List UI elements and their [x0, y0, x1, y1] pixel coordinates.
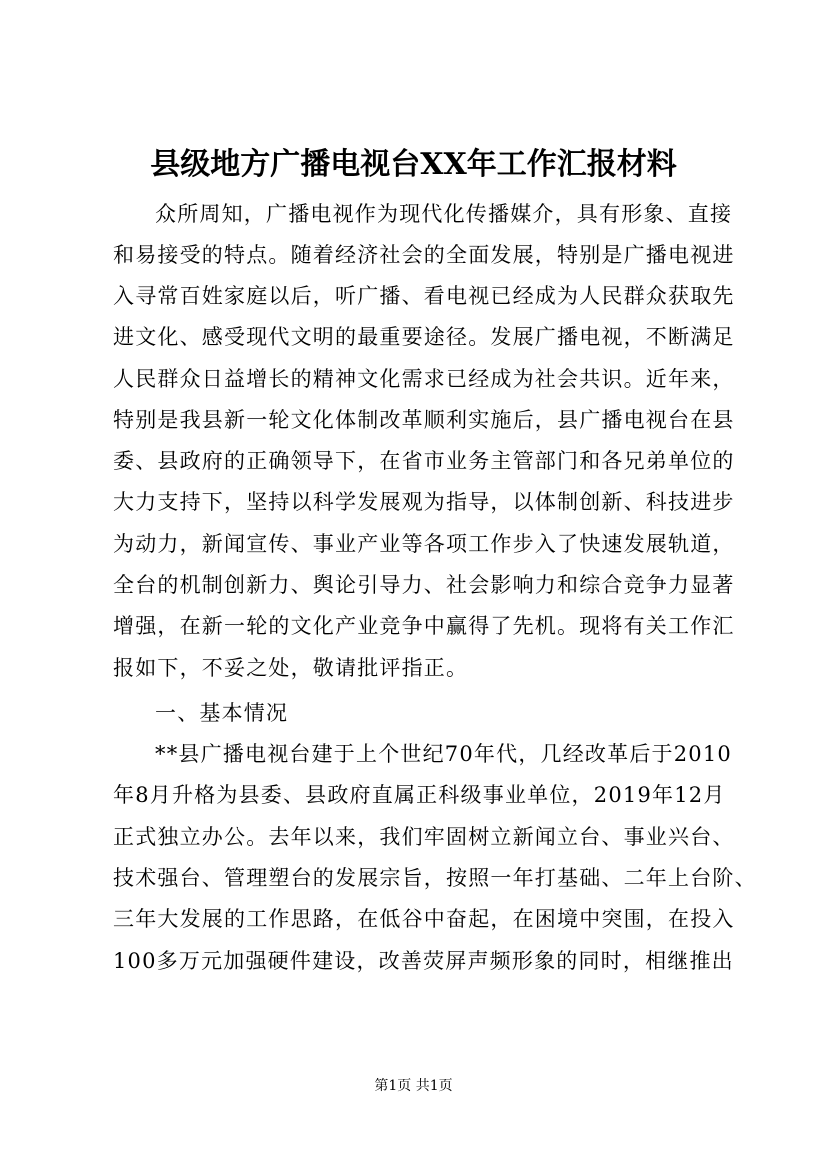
paragraph-line: 为动力，新闻宣传、事业产业等各项工作步入了快速发展轨道，: [113, 532, 735, 556]
paragraph-line: 委、县政府的正确领导下，在省市业务主管部门和各兄弟单位的: [113, 449, 735, 473]
paragraph-line: 进文化、感受现代文明的最重要途径。发展广播电视，不断满足: [113, 325, 735, 349]
paragraph-line: 和易接受的特点。随着经济社会的全面发展，特别是广播电视进: [113, 243, 735, 267]
paragraph-line: 大力支持下，坚持以科学发展观为指导，以体制创新、科技进步: [113, 490, 735, 514]
paragraph-line: 年8月升格为县委、县政府直属正科级事业单位，2019年12月: [113, 783, 726, 807]
section-heading: 一、基本情况: [155, 701, 289, 725]
document-title: 县级地方广播电视台XX年工作汇报材料: [150, 147, 677, 182]
paragraph-line: 特别是我县新一轮文化体制改革顺利实施后，县广播电视台在县: [113, 408, 735, 432]
paragraph-line: 全台的机制创新力、舆论引导力、社会影响力和综合竞争力显著: [113, 573, 735, 597]
paragraph-line: 技术强台、管理塑台的发展宗旨，按照一年打基础、二年上台阶、: [113, 866, 757, 890]
paragraph-line: 三年大发展的工作思路，在低谷中奋起，在困境中突围，在投入: [113, 907, 735, 931]
paragraph-line: 众所周知，广播电视作为现代化传播媒介，具有形象、直接: [155, 202, 733, 226]
paragraph-line: 报如下，不妥之处，敬请批评指正。: [113, 656, 469, 680]
paragraph-line: 100多万元加强硬件建设，改善荧屏声频形象的同时，相继推出: [113, 949, 734, 973]
paragraph-line: 正式独立办公。去年以来，我们牢固树立新闻立台、事业兴台、: [113, 825, 735, 849]
paragraph-line: **县广播电视台建于上个世纪70年代，几经改革后于2010: [155, 742, 732, 766]
paragraph-line: 增强，在新一轮的文化产业竞争中赢得了先机。现将有关工作汇: [113, 614, 735, 638]
paragraph-line: 人民群众日益增长的精神文化需求已经成为社会共识。近年来，: [113, 367, 735, 391]
page-number-footer: 第1页 共1页: [374, 1078, 453, 1094]
paragraph-line: 入寻常百姓家庭以后，听广播、看电视已经成为人民群众获取先: [113, 284, 735, 308]
